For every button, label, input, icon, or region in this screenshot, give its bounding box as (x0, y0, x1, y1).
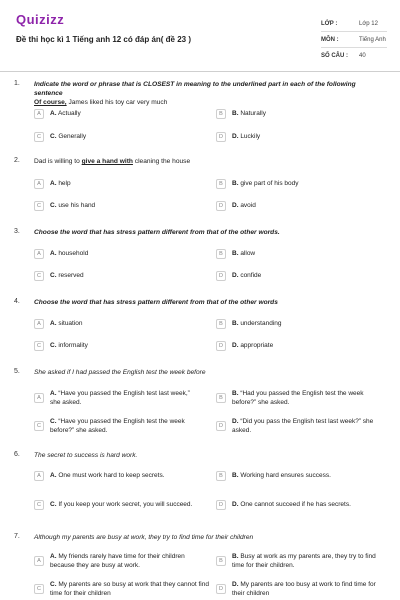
meta-class: LỚP : Lớp 12 (321, 16, 387, 32)
option-a[interactable]: A A. Actually (34, 109, 199, 119)
option-d[interactable]: D D. confide (216, 271, 381, 281)
question-number: 5. (14, 368, 20, 375)
option-letter-box: B (216, 109, 226, 119)
option-letter-box: C (34, 132, 44, 142)
worksheet-meta (321, 16, 387, 64)
option-letter-box: A (34, 319, 44, 329)
question-text: Although my parents are busy at work, they try to find time for their children (34, 534, 254, 541)
option-a[interactable]: A A. household (34, 249, 199, 259)
question-number: 2. (14, 157, 20, 164)
option-letter-box: B (216, 179, 226, 189)
question-number: 3. (14, 228, 20, 235)
question-text: Dad is willing to give a hand with cleaning the house (34, 158, 191, 165)
question-text: The secret to success is hard work. (34, 452, 138, 459)
meta-question-count: SỐ CÂU : 40 (321, 53, 366, 59)
question-number: 1. (14, 80, 20, 87)
option-letter-box: C (34, 271, 44, 281)
option-letter-box: C (34, 421, 44, 431)
option-letter-box: B (216, 393, 226, 403)
option-letter-box: A (34, 393, 44, 403)
option-b[interactable]: B B. understanding (216, 319, 381, 329)
option-d[interactable]: D D. “Did you pass the English test last week?” she asked. (216, 417, 381, 435)
option-letter-box: C (34, 500, 44, 510)
option-c[interactable]: C C. use his hand (34, 201, 199, 211)
option-letter-box: D (216, 132, 226, 142)
option-letter-box: D (216, 271, 226, 281)
option-letter-box: A (34, 249, 44, 259)
option-c[interactable]: C C. reserved (34, 271, 199, 281)
option-a[interactable]: A A. help (34, 179, 199, 189)
option-letter-box: A (34, 471, 44, 481)
worksheet-header (0, 0, 400, 64)
option-c[interactable]: C C. informality (34, 341, 199, 351)
option-b[interactable]: B B. “Had you passed the English test the week before?” she asked. (216, 389, 381, 407)
option-letter-box: D (216, 341, 226, 351)
option-letter-box: C (34, 584, 44, 594)
option-letter-box: B (216, 249, 226, 259)
option-d[interactable]: D D. Luckily (216, 132, 381, 142)
option-a[interactable]: A A. My friends rarely have time for their children because they are busy at work. (34, 552, 209, 570)
option-letter-box: B (216, 471, 226, 481)
header-divider (0, 71, 400, 72)
option-letter-box: A (34, 179, 44, 189)
option-b[interactable]: B B. Working hard ensures success. (216, 471, 381, 481)
question-text: Indicate the word or phrase that is CLOSEST in meaning to the underlined part in each of the following sentence Of course, James liked his toy car very much (34, 81, 356, 106)
option-c[interactable]: C C. If you keep your work secret, you will succeed. (34, 500, 209, 510)
option-letter-box: B (216, 319, 226, 329)
question-text: Choose the word that has stress pattern different from that of the other words. (34, 229, 280, 236)
option-a[interactable]: A A. One must work hard to keep secrets. (34, 471, 199, 481)
option-d[interactable]: D D. avoid (216, 201, 381, 211)
option-a[interactable]: A A. situation (34, 319, 199, 329)
question-text: Choose the word that has stress pattern different from that of the other words (34, 299, 278, 306)
option-letter-box: C (34, 341, 44, 351)
option-letter-box: D (216, 500, 226, 510)
option-c[interactable]: C C. Generally (34, 132, 199, 142)
underlined-phrase: give a hand with (81, 158, 133, 165)
worksheet-title: Đề thi học kì 1 Tiếng anh 12 có đáp án( đề 23 ) (16, 35, 192, 44)
underlined-phrase: Of course, (34, 99, 67, 106)
option-letter-box: C (34, 201, 44, 211)
option-letter-box: D (216, 584, 226, 594)
option-letter-box: B (216, 556, 226, 566)
option-letter-box: A (34, 556, 44, 566)
option-b[interactable]: B B. give part of his body (216, 179, 381, 189)
question-number: 7. (14, 533, 20, 540)
option-b[interactable]: B B. Naturally (216, 109, 381, 119)
option-d[interactable]: D D. One cannot succeed if he has secrets. (216, 500, 386, 510)
option-c[interactable]: C C. “Have you passed the English test the week before?” she asked. (34, 417, 199, 435)
option-letter-box: A (34, 109, 44, 119)
option-b[interactable]: B B. allow (216, 249, 381, 259)
option-c[interactable]: C C. My parents are so busy at work that they cannot find time for their children (34, 580, 209, 598)
option-letter-box: D (216, 421, 226, 431)
meta-subject: MÔN : Tiếng Anh (321, 32, 387, 48)
option-letter-box: D (216, 201, 226, 211)
option-b[interactable]: B B. Busy at work as my parents are, they try to find time for their children. (216, 552, 388, 570)
question-text: She asked if I had passed the English test the week before (34, 369, 206, 376)
option-d[interactable]: D D. appropriate (216, 341, 381, 351)
question-number: 4. (14, 298, 20, 305)
option-a[interactable]: A A. “Have you passed the English test last week,” she asked. (34, 389, 199, 407)
question-number: 6. (14, 451, 20, 458)
option-d[interactable]: D D. My parents are too busy at work to find time for their children (216, 580, 388, 598)
quizizz-logo: Quizizz (16, 12, 65, 27)
